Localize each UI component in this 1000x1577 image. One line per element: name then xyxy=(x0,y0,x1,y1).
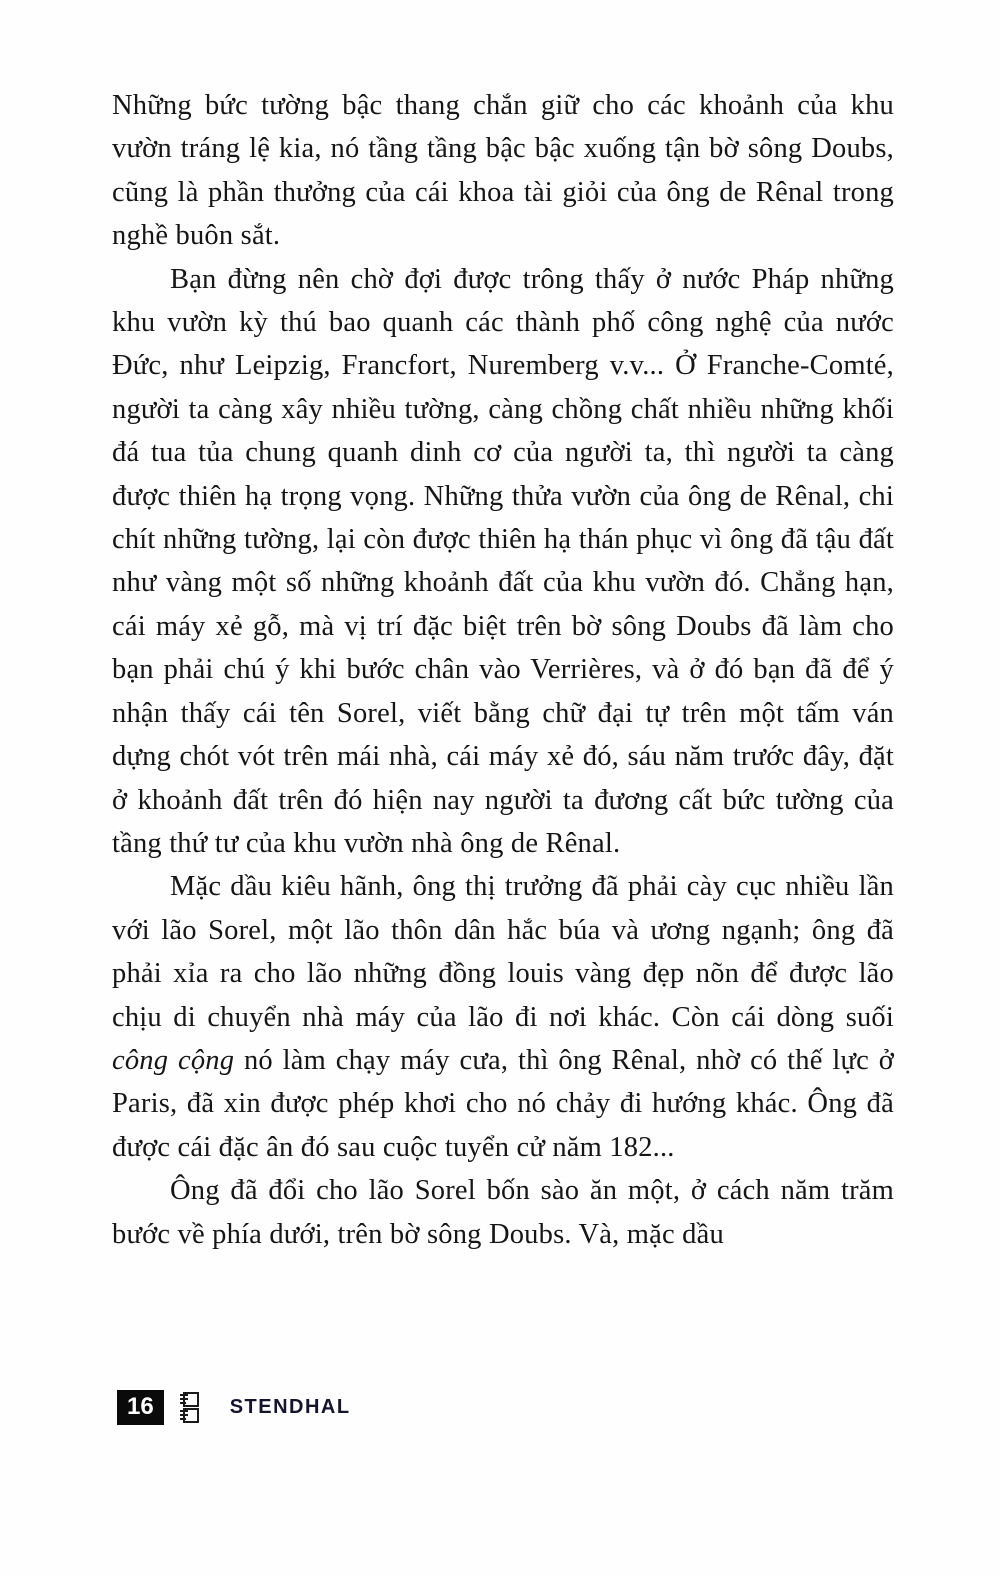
page-text-block xyxy=(112,84,894,1256)
paragraph xyxy=(112,865,894,1169)
page-number-badge: 16 xyxy=(117,1390,164,1425)
paragraph-text: nó làm chạy máy cưa, thì ông Rênal, nhờ có thế lực ở Paris, đã xin được phép khơi cho nó chảy đi hướng khác. Ông đã được cái đặc ân đó sau cuộc tuyển cử năm 182... xyxy=(112,1044,894,1163)
page-footer xyxy=(117,1390,351,1425)
paragraph: Bạn đừng nên chờ đợi được trông thấy ở nước Pháp những khu vườn kỳ thú bao quanh các thành phố công nghệ của nước Đức, như Leipzig, Francfort, Nuremberg v.v... Ở Franche-Comté, người ta càng xây nhiều tường, càng chồng chất nhiều những khối đá tua tủa chung quanh dinh cơ của người ta, thì người ta càng được thiên hạ trọng vọng. Những thửa vườn của ông de Rênal, chi chít những tường, lại còn được thiên hạ thán phục vì ông đã tậu đất như vàng một số những khoảnh đất của khu vườn đó. Chẳng hạn, cái máy xẻ gỗ, mà vị trí đặc biệt trên bờ sông Doubs đã làm cho bạn phải chú ý khi bước chân vào Verrières, và ở đó bạn đã để ý nhận thấy cái tên Sorel, viết bằng chữ đại tự trên một tấm ván dựng chót vót trên mái nhà, cái máy xẻ đó, sáu năm trước đây, đặt ở khoảnh đất trên đó hiện nay người ta đương cất bức tường của tầng thứ tư của khu vườn nhà ông de Rênal. xyxy=(112,263,894,859)
paragraph: Những bức tường bậc thang chắn giữ cho các khoảnh của khu vườn tráng lệ kia, nó tầng tầng bậc bậc xuống tận bờ sông Doubs, cũng là phần thưởng của cái khoa tài giỏi của ông de Rênal trong nghề buôn sắt. xyxy=(112,90,894,252)
publisher-logo-icon xyxy=(177,1392,199,1424)
running-footer-author: STENDHAL xyxy=(229,1396,351,1418)
paragraph-text: Mặc dầu kiêu hãnh, ông thị trưởng đã phải cày cục nhiều lần với lão Sorel, một lão thôn dân hắc búa và ương ngạnh; ông đã phải xỉa ra cho lão những đồng louis vàng đẹp nõn để được lão chịu di chuyển nhà máy của lão đi nơi khác. Còn cái dòng suối xyxy=(112,871,894,1033)
paragraph: Ông đã đổi cho lão Sorel bốn sào ăn một, ở cách năm trăm bước về phía dưới, trên bờ sông Doubs. Và, mặc dầu xyxy=(112,1175,894,1250)
italic-phrase: công cộng xyxy=(112,1044,235,1076)
